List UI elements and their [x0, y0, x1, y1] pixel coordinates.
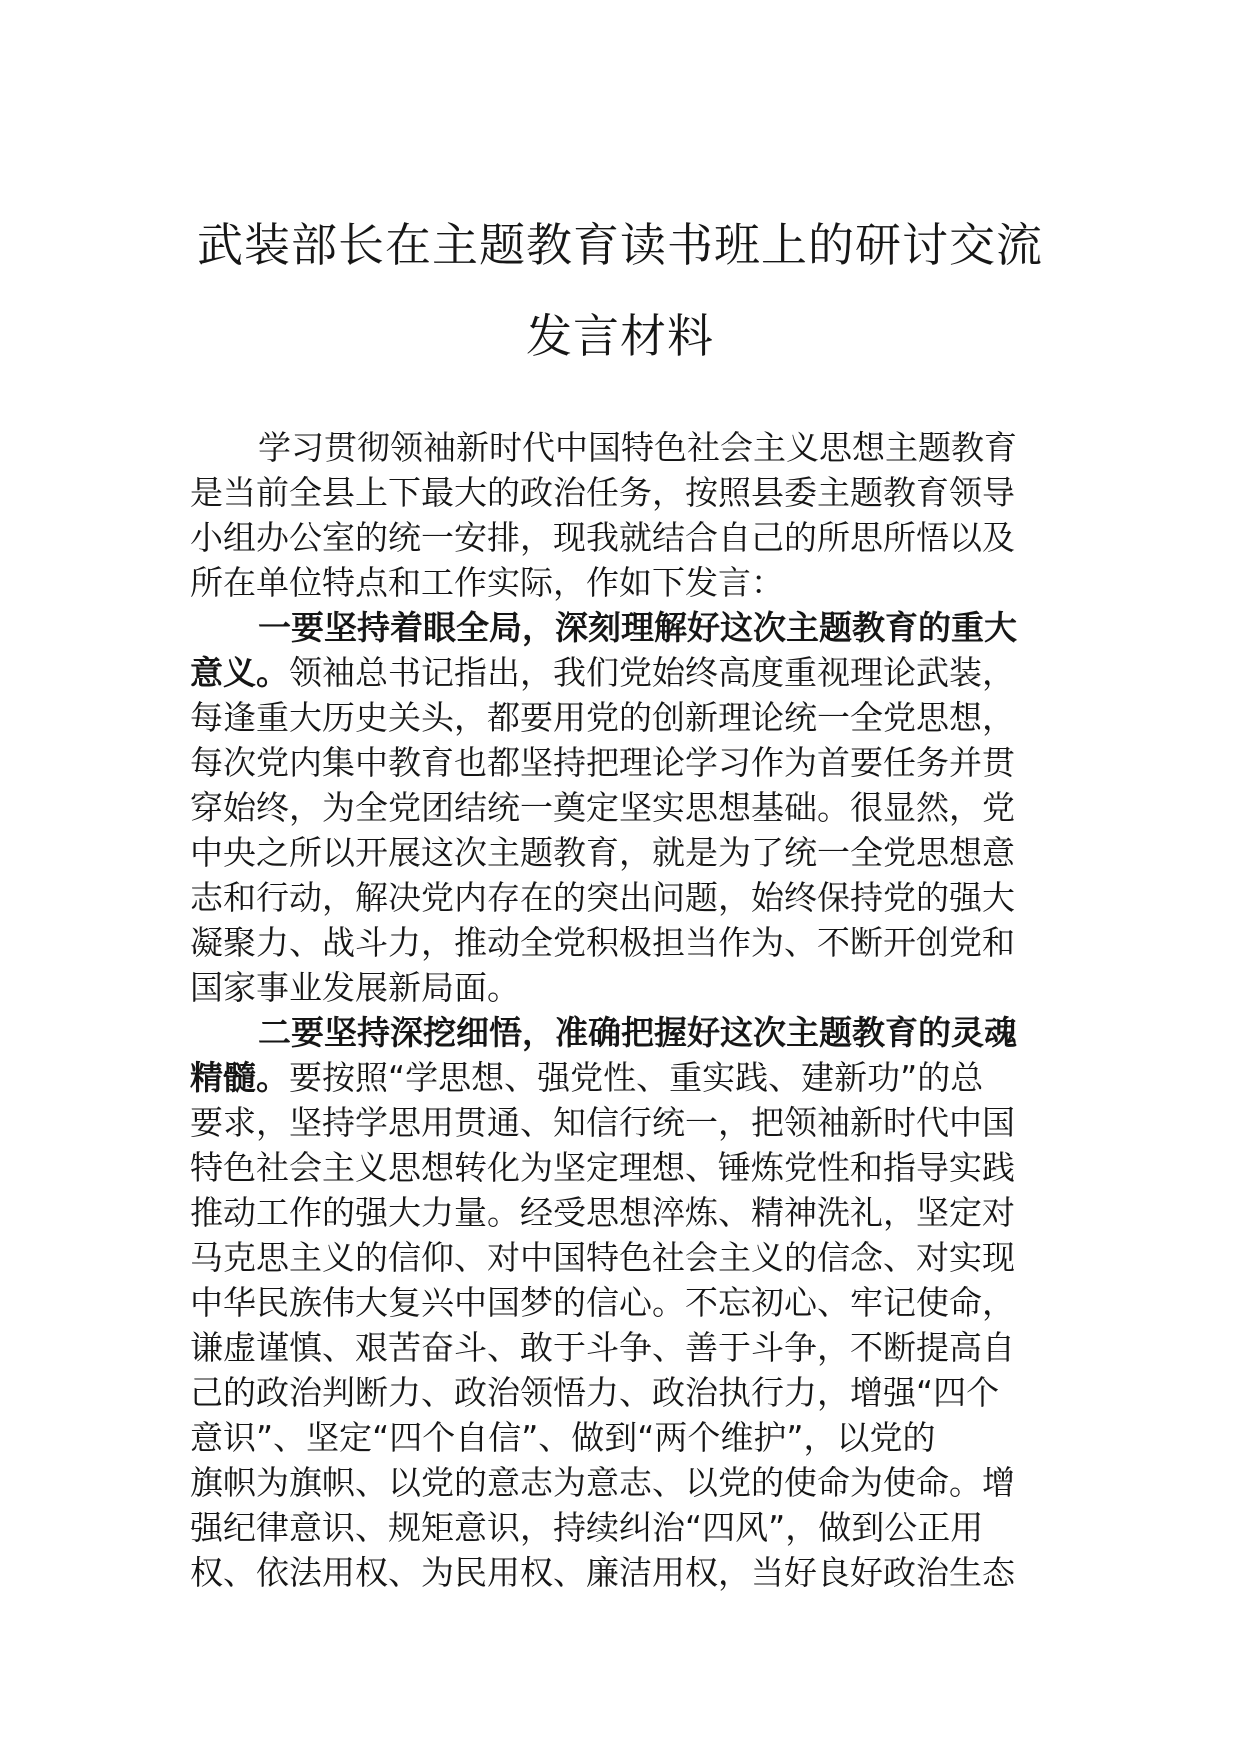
paragraph-line: 中华民族伟大复兴中国梦的信心。不忘初心、牢记使命， [190, 1283, 1015, 1322]
paragraph-line: 马克思主义的信仰、对中国特色社会主义的信念、对实现 [190, 1238, 1015, 1277]
paragraph-line: 是当前全县上下最大的政治任务，按照县委主题教育领导 [190, 473, 1015, 512]
paragraph-line: 志和行动，解决党内存在的突出问题，始终保持党的强大 [190, 878, 1015, 917]
paragraph-line: 意识”、坚定“四个自信”、做到“两个维护”，以党的 [190, 1418, 936, 1457]
paragraph-line: 国家事业发展新局面。 [190, 968, 520, 1007]
paragraph-line: 意义。领袖总书记指出，我们党始终高度重视理论武装， [190, 653, 1015, 692]
paragraph-line: 谦虚谨慎、艰苦奋斗、敢于斗争、善于斗争，不断提高自 [190, 1328, 1015, 1367]
paragraph-line: 要求，坚持学思用贯通、知信行统一，把领袖新时代中国 [190, 1103, 1015, 1142]
paragraph-line: 特色社会主义思想转化为坚定理想、锤炼党性和指导实践 [190, 1148, 1015, 1187]
paragraph-line: 小组办公室的统一安排，现我就结合自己的所思所悟以及 [190, 518, 1015, 557]
paragraph-line: 中央之所以开展这次主题教育，就是为了统一全党思想意 [190, 833, 1015, 872]
document-title-line-2: 发言材料 [526, 309, 714, 363]
document-title-line-1: 武装部长在主题教育读书班上的研讨交流 [197, 218, 1043, 272]
document-body [190, 425, 1060, 1595]
paragraph-line: 推动工作的强大力量。经受思想淬炼、精神洗礼，坚定对 [190, 1193, 1015, 1232]
paragraph-line: 所在单位特点和工作实际，作如下发言： [190, 563, 784, 602]
paragraph-line: 穿始终，为全党团结统一奠定坚实思想基础。很显然，党 [190, 788, 1015, 827]
paragraph-line: 学习贯彻领袖新时代中国特色社会主义思想主题教育 [258, 428, 1017, 467]
paragraph-line: 每次党内集中教育也都坚持把理论学习作为首要任务并贯 [190, 743, 1015, 782]
paragraph-line: 精髓。要按照“学思想、强党性、重实践、建新功”的总 [190, 1058, 984, 1097]
paragraph-line: 每逢重大历史关头，都要用党的创新理论统一全党思想， [190, 698, 1015, 737]
section-heading-line: 二要坚持深挖细悟，准确把握好这次主题教育的灵魂 [258, 1013, 1017, 1052]
section-heading-line: 一要坚持着眼全局，深刻理解好这次主题教育的重大 [258, 608, 1017, 647]
paragraph-line: 强纪律意识、规矩意识，持续纠治“四风”，做到公正用 [190, 1508, 984, 1547]
paragraph-line: 凝聚力、战斗力，推动全党积极担当作为、不断开创党和 [190, 923, 1015, 962]
paragraph-line: 权、依法用权、为民用权、廉洁用权，当好良好政治生态 [190, 1553, 1015, 1592]
paragraph-line: 旗帜为旗帜、以党的意志为意志、以党的使命为使命。增 [190, 1463, 1015, 1502]
paragraph-line: 己的政治判断力、政治领悟力、政治执行力，增强“四个 [190, 1373, 1000, 1412]
